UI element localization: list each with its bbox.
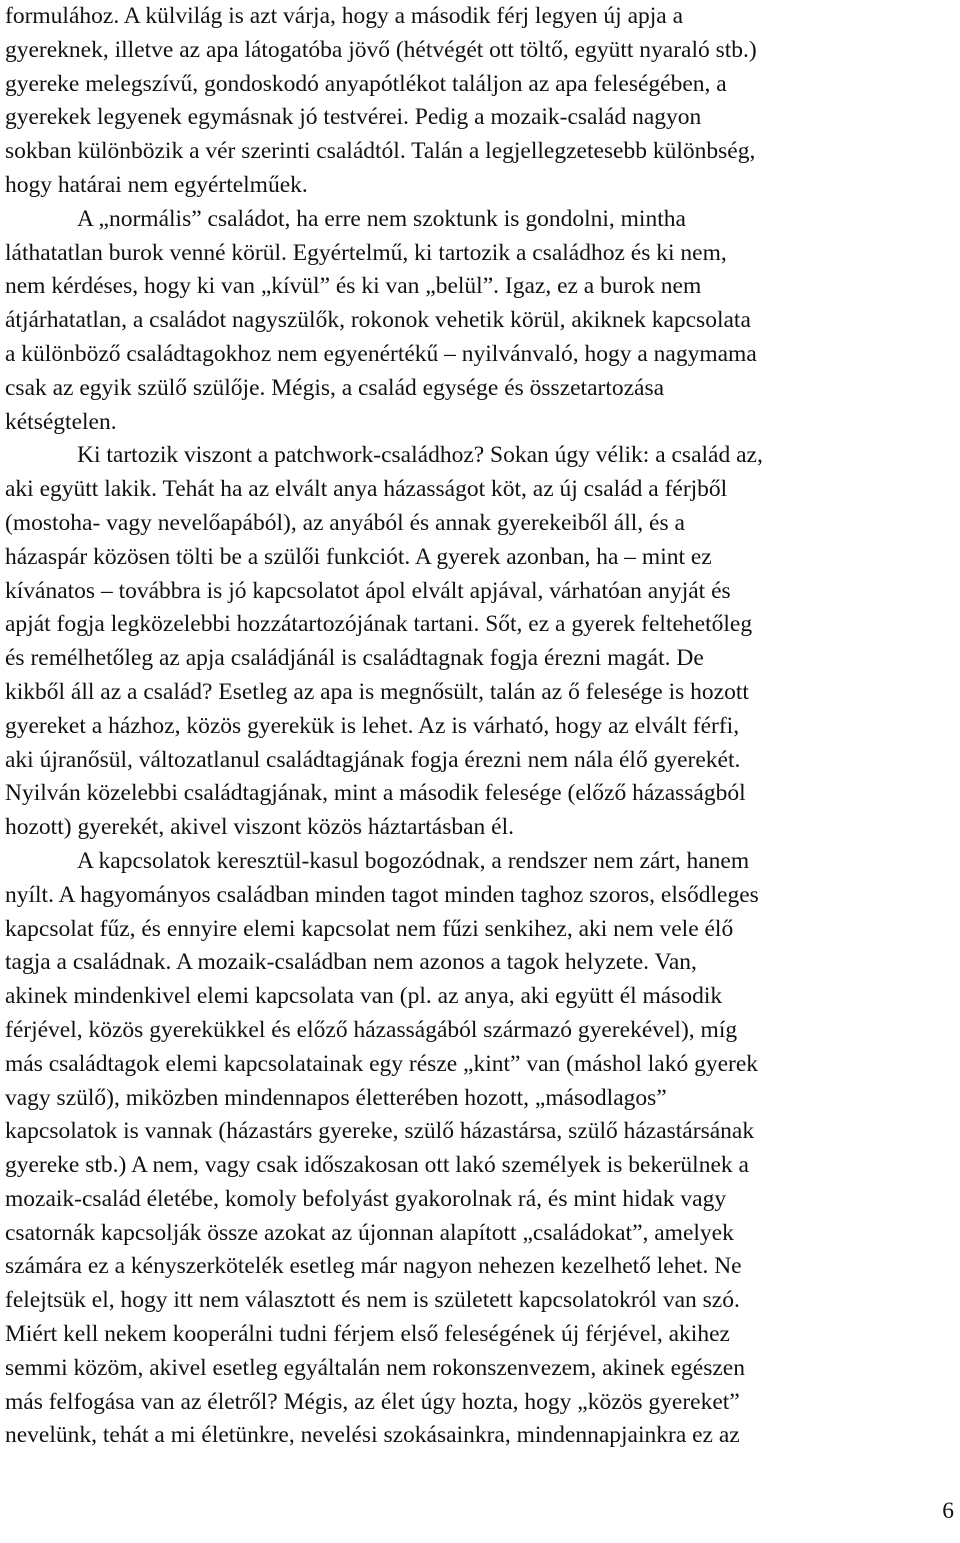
text-line: formulához. A külvilág is azt várja, hogy a második férj legyen új apja a	[5, 3, 684, 29]
text-line: kívánatos – továbbra is jó kapcsolatot ápol elvált apjával, várhatóan anyját és	[5, 577, 731, 604]
text-line: számára ez a kényszerkötelék esetleg már nagyon nehezen kezelhető lehet. Ne	[5, 1253, 742, 1280]
text-line: más családtagok elemi kapcsolatainak egy része „kint” van (máshol lakó gyerek	[5, 1050, 759, 1077]
text-line: kapcsolatok is vannak (házastárs gyereke, szülő házastársa, szülő házastársának	[5, 1118, 755, 1145]
text-line: akinek mindenkivel elemi kapcsolata van (pl. az anya, aki együtt él második	[5, 983, 723, 1010]
text-line: kétségtelen.	[5, 408, 117, 435]
text-line: hozott) gyerekét, akivel viszont közös háztartásban él.	[5, 814, 514, 841]
text-line: A „normális” családot, ha erre nem szoktunk is gondolni, mintha	[77, 205, 686, 232]
text-line: nyílt. A hagyományos családban minden tagot minden taghoz szoros, elsődleges	[5, 881, 759, 908]
text-line: kikből áll az a család? Esetleg az apa is megnősült, talán az ő felesége is hozott	[5, 678, 749, 705]
text-line: gyereknek, illetve az apa látogatóba jövő (hétvégét ott töltő, együtt nyaraló stb.)	[5, 36, 757, 63]
text-line: mozaik-család életébe, komoly befolyást gyakorolnak rá, és mint hidak vagy	[5, 1185, 727, 1212]
text-line: Miért kell nekem kooperálni tudni férjem első feleségének új férjével, akihez	[5, 1321, 730, 1348]
text-line: gyereke stb.) A nem, vagy csak időszakosan ott lakó személyek is bekerülnek a	[5, 1152, 749, 1179]
text-line: csak az egyik szülő szülője. Mégis, a család egysége és összetartozása	[5, 374, 665, 401]
text-line: felejtsük el, hogy itt nem választott és nem is született kapcsolatokról van szó.	[5, 1287, 740, 1314]
text-line: aki együtt lakik. Tehát ha az elvált anya házasságot köt, az új család a férjből	[5, 476, 728, 503]
text-line: házaspár közösen tölti be a szülői funkciót. A gyerek azonban, ha – mint ez	[5, 543, 712, 570]
text-line: nevelünk, tehát a mi életünkre, nevelési szokásainkra, mindennapjainkra ez az	[5, 1422, 740, 1449]
text-line: A kapcsolatok keresztül-kasul bogozódnak, a rendszer nem zárt, hanem	[77, 847, 750, 874]
text-line: hogy határai nem egyértelműek.	[5, 171, 308, 198]
text-line: kapcsolat fűz, és ennyire elemi kapcsolat nem fűzi senkihez, aki nem vele élő	[5, 915, 734, 942]
text-line: más felfogása van az életről? Mégis, az élet úgy hozta, hogy „közös gyereket”	[5, 1388, 740, 1415]
text-line: aki újranősül, változatlanul családtagjának fogja érezni nem nála élő gyerekét.	[5, 746, 741, 773]
text-line: gyereke melegszívű, gondoskodó anyapótlékot találjon az apa feleségében, a	[5, 70, 727, 97]
text-line: Ki tartozik viszont a patchwork-családhoz? Sokan úgy vélik: a család az,	[77, 442, 763, 469]
body-text	[5, 0, 955, 1453]
text-line: (mostoha- vagy nevelőapából), az anyából és annak gyerekeiből áll, és a	[5, 509, 685, 536]
text-line: Nyilván közelebbi családtagjának, mint a második felesége (előző házasságból	[5, 780, 746, 807]
text-line: semmi közöm, akivel esetleg egyáltalán nem rokonszenvezem, akinek egészen	[5, 1354, 745, 1381]
text-line: átjárhatatlan, a családot nagyszülők, rokonok vehetik körül, akiknek kapcsolata	[5, 307, 751, 334]
text-line: nem kérdéses, hogy ki van „kívül” és ki van „belül”. Igaz, ez a burok nem	[5, 273, 702, 300]
text-line: tagja a családnak. A mozaik-családban nem azonos a tagok helyzete. Van,	[5, 949, 697, 976]
text-line: apját fogja legközelebbi hozzátartozójának tartani. Sőt, ez a gyerek feltehetőleg	[5, 611, 753, 638]
text-line: a különböző családtagokhoz nem egyenértékű – nyilvánvaló, hogy a nagymama	[5, 340, 757, 367]
text-line: csatornák kapcsolják össze azokat az újonnan alapított „családokat”, amelyek	[5, 1219, 734, 1246]
page-number: 6	[942, 1498, 954, 1524]
text-line: férjével, közös gyerekükkel és előző házasságából származó gyerekével), míg	[5, 1016, 738, 1043]
text-line: láthatatlan burok venné körül. Egyértelmű, ki tartozik a családhoz és ki nem,	[5, 239, 727, 266]
text-line: vagy szülő), miközben mindennapos életterében hozott, „másodlagos”	[5, 1084, 667, 1111]
text-line: gyereket a házhoz, közös gyerekük is lehet. Az is várható, hogy az elvált férfi,	[5, 712, 740, 739]
text-line: és remélhetőleg az apja családjánál is családtagnak fogja érezni magát. De	[5, 645, 704, 672]
text-line: gyerekek legyenek egymásnak jó testvérei. Pedig a mozaik-család nagyon	[5, 104, 702, 131]
text-line: sokban különbözik a vér szerinti családtól. Talán a legjellegzetesebb különbség,	[5, 138, 756, 165]
